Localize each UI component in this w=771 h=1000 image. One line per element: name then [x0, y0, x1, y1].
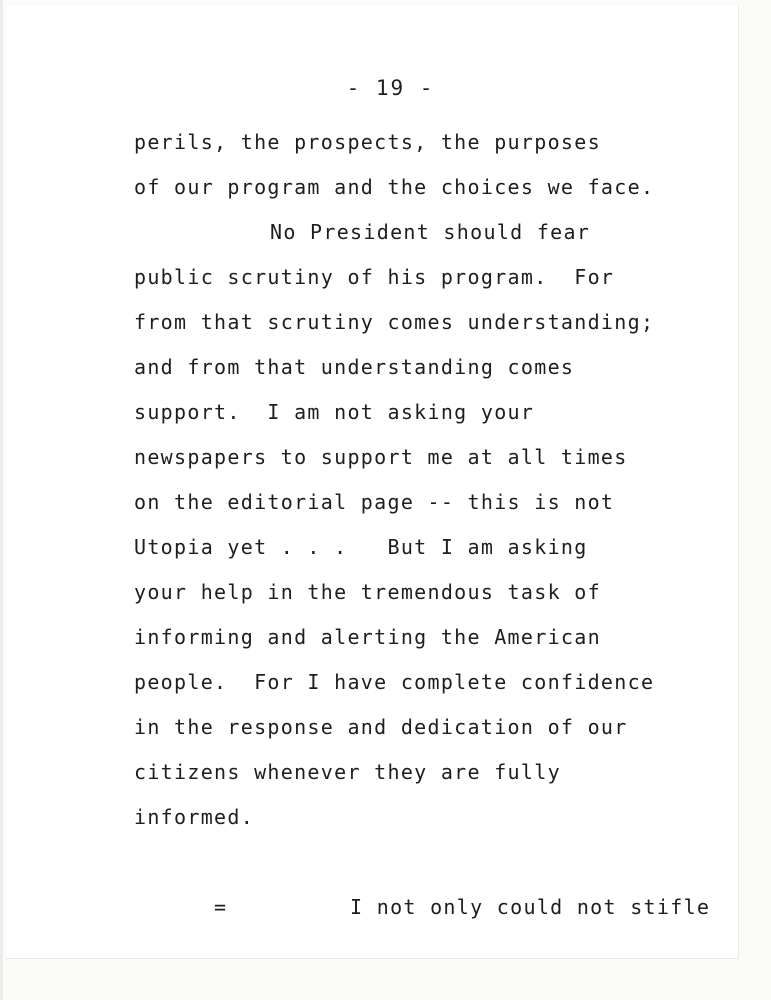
text-line: your help in the tremendous task of	[134, 580, 601, 604]
text-line: and from that understanding comes	[134, 355, 575, 379]
text-line: citizens whenever they are fully	[134, 760, 561, 784]
text-line: informing and alerting the American	[134, 625, 601, 649]
text-line: of our program and the choices we face.	[134, 175, 655, 199]
text-line: on the editorial page -- this is not	[134, 490, 615, 514]
page-number: - 19 -	[346, 76, 435, 100]
text-line: people. For I have complete confidence	[134, 670, 655, 694]
paragraph-start-line: No President should fear	[270, 220, 591, 244]
final-line-text: I not only could not stifle	[350, 895, 711, 919]
text-line: Utopia yet . . . But I am asking	[134, 535, 588, 559]
text-line: informed.	[134, 805, 255, 829]
text-line: support. I am not asking your	[134, 400, 535, 424]
text-line: public scrutiny of his program. For	[134, 265, 615, 289]
text-line: newspapers to support me at all times	[134, 445, 628, 469]
paragraph-marker: =	[214, 895, 228, 919]
text-line: from that scrutiny comes understanding;	[134, 310, 655, 334]
document-body	[134, 120, 744, 919]
final-paragraph-line	[134, 840, 744, 919]
text-line: in the response and dedication of our	[134, 715, 628, 739]
text-line: perils, the prospects, the purposes	[134, 130, 601, 154]
scan-left-edge	[0, 0, 3, 1000]
